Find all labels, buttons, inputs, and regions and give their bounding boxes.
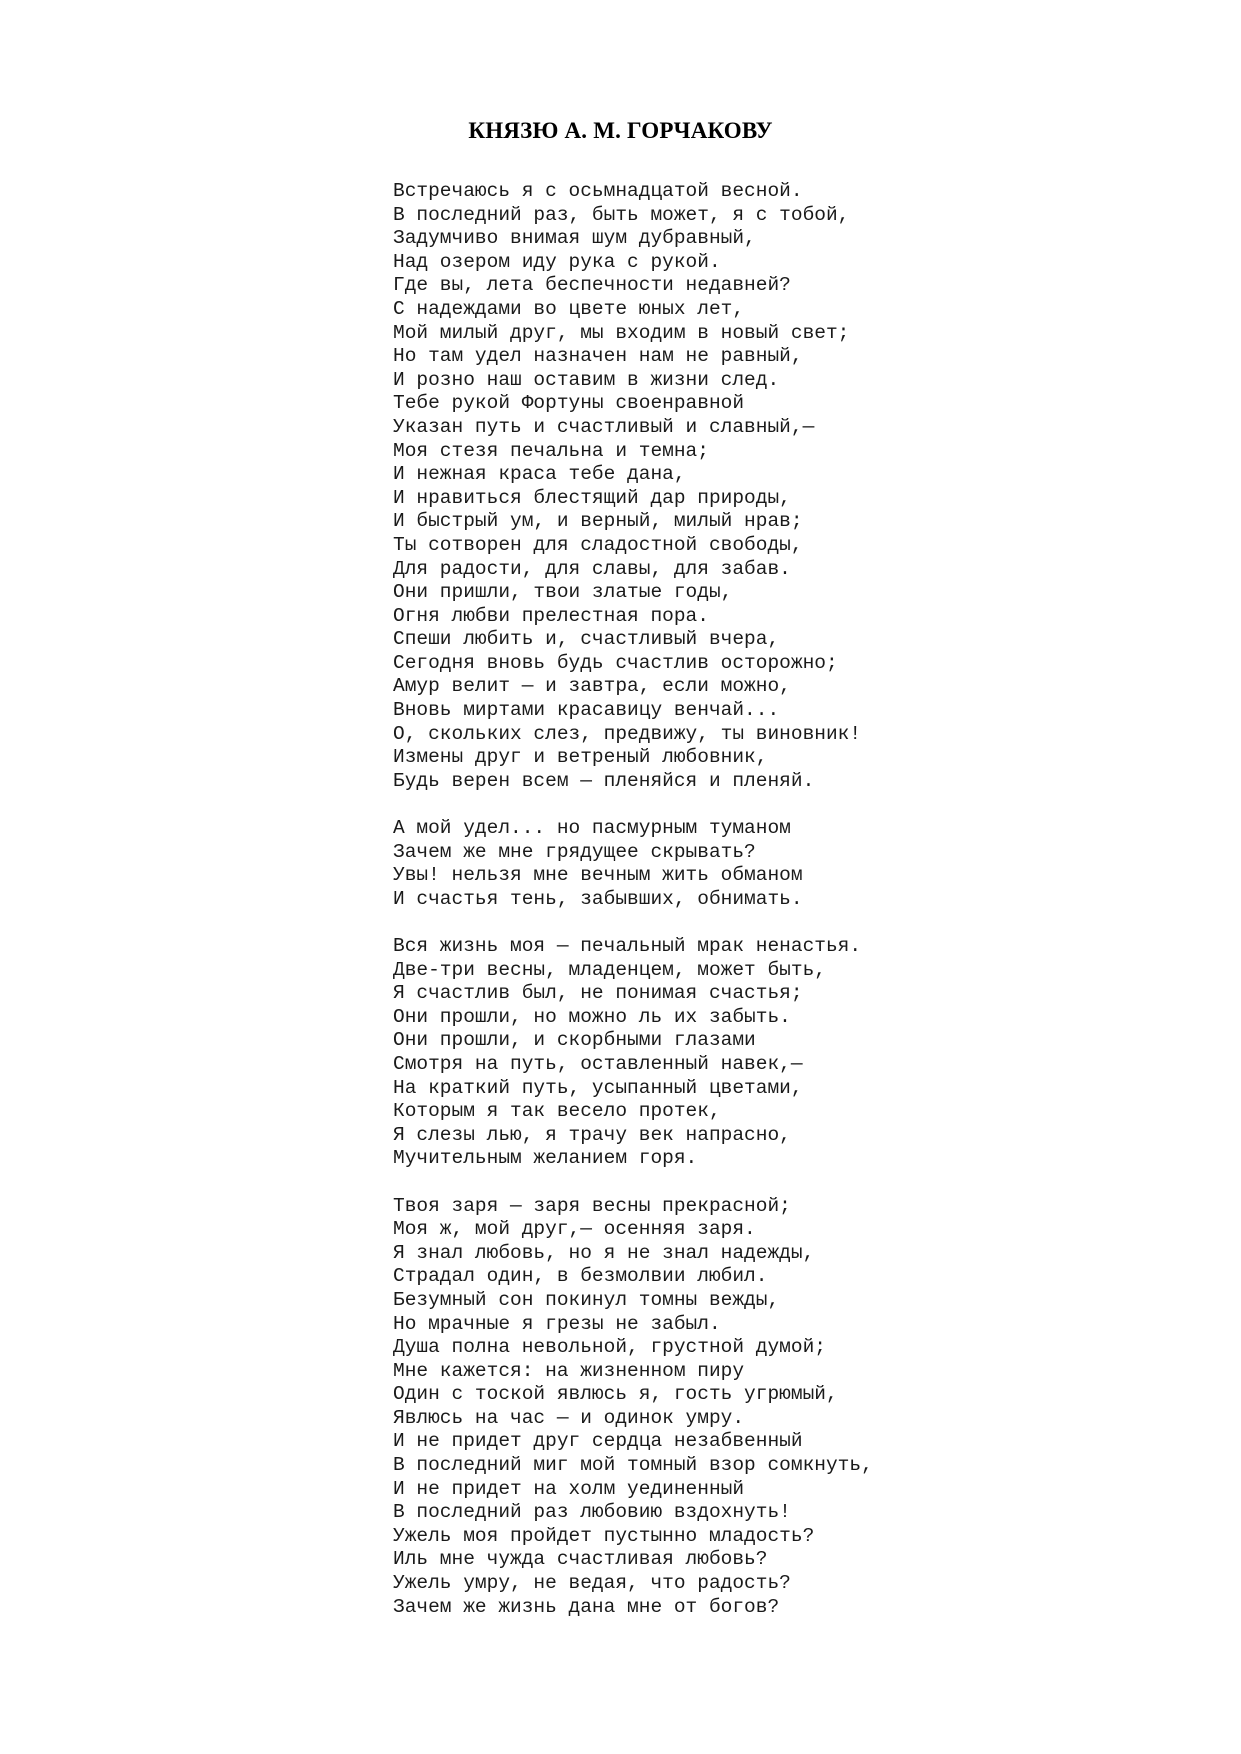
poem-line: Ужель умру, не ведая, что радость? — [393, 1572, 791, 1595]
poem-line: Спеши любить и, счастливый вчера, — [393, 628, 780, 651]
poem-line: Указан путь и счастливый и славный,— — [393, 415, 815, 438]
poem-line: Страдал один, в безмолвии любил. — [393, 1265, 768, 1288]
poem-line: Огня любви прелестная пора. — [393, 604, 709, 627]
poem-line: Над озером иду рука с рукой. — [393, 250, 721, 273]
poem-line: В последний миг мой томный взор сомкнуть, — [393, 1454, 873, 1477]
poem-line: О, скольких слез, предвижу, ты виновник! — [393, 722, 862, 745]
poem-line: Один с тоской явлюсь я, гость угрюмый, — [393, 1383, 838, 1406]
poem-line: Две-три весны, младенцем, может быть, — [393, 958, 826, 981]
poem-stanza — [393, 935, 1213, 1171]
poem-stanza — [393, 180, 1213, 793]
poem-line: Амур велит — и завтра, если можно, — [393, 675, 791, 698]
poem-line: Которым я так весело протек, — [393, 1100, 721, 1123]
poem-line: Они прошли, но можно ль их забыть. — [393, 1005, 791, 1028]
poem-line: Ты сотворен для сладостной свободы, — [393, 533, 803, 556]
poem-line: Смотря на путь, оставленный навек,— — [393, 1052, 803, 1075]
poem-line: Зачем же жизнь дана мне от богов? — [393, 1595, 780, 1618]
poem-line: Мне кажется: на жизненном пиру — [393, 1359, 745, 1382]
poem-title: КНЯЗЮ А. М. ГОРЧАКОВУ — [468, 118, 773, 143]
poem-line: В последний раз любовию вздохнуть! — [393, 1501, 791, 1524]
poem-line: Увы! нельзя мне вечным жить обманом — [393, 864, 803, 887]
poem-line: Мучительным желанием горя. — [393, 1147, 698, 1170]
poem-line: Встречаюсь я с осьмнадцатой весной. — [393, 180, 803, 202]
poem-line: Зачем же мне грядущее скрывать? — [393, 840, 756, 863]
poem-line: Но там удел назначен нам не равный, — [393, 345, 803, 368]
poem-line: И счастья тень, забывших, обнимать. — [393, 887, 803, 910]
poem-line: Иль мне чужда счастливая любовь? — [393, 1548, 768, 1571]
poem-line: И нежная краса тебе дана, — [393, 463, 686, 486]
poem-line: Ужель моя пройдет пустынно младость? — [393, 1524, 815, 1547]
poem-line: Мой милый друг, мы входим в новый свет; — [393, 321, 850, 344]
poem-line: Измены друг и ветреный любовник, — [393, 746, 768, 769]
poem-line: Безумный сон покинул томны вежды, — [393, 1288, 780, 1311]
poem-line: С надеждами во цвете юных лет, — [393, 297, 745, 320]
poem-line: Моя ж, мой друг,— осенняя заря. — [393, 1218, 756, 1241]
poem-line: И не придет друг сердца незабвенный — [393, 1430, 803, 1453]
poem-line: И быстрый ум, и верный, милый нрав; — [393, 510, 803, 533]
poem-line: Моя стезя печальна и темна; — [393, 439, 709, 462]
poem-line: Задумчиво внимая шум дубравный, — [393, 227, 756, 250]
poem-line: Они прошли, и скорбными глазами — [393, 1029, 756, 1052]
poem-line: Твоя заря — заря весны прекрасной; — [393, 1194, 791, 1217]
poem-line: Тебе рукой Фортуны своенравной — [393, 392, 745, 415]
poem-line: Будь верен всем — пленяйся и пленяй. — [393, 769, 815, 792]
poem-line: Я слезы лью, я трачу век напрасно, — [393, 1123, 791, 1146]
poem-line: Но мрачные я грезы не забыл. — [393, 1312, 721, 1335]
poem-line: На краткий путь, усыпанный цветами, — [393, 1076, 803, 1099]
poem-body — [393, 180, 1213, 1619]
poem-line: Сегодня вновь будь счастлив осторожно; — [393, 651, 838, 674]
poem-line: И не придет на холм уединенный — [393, 1477, 745, 1500]
poem-line: И розно наш оставим в жизни след. — [393, 368, 780, 391]
poem-line: И нравиться блестящий дар природы, — [393, 486, 791, 509]
poem-line: Душа полна невольной, грустной думой; — [393, 1336, 826, 1359]
poem-line: Для радости, для славы, для забав. — [393, 557, 791, 580]
poem-line: В последний раз, быть может, я с тобой, — [393, 203, 850, 226]
poem-stanza — [393, 817, 1213, 911]
poem-line: Явлюсь на час — и одинок умру. — [393, 1406, 745, 1429]
poem-line: Я счастлив был, не понимая счастья; — [393, 982, 803, 1005]
poem-line: Они пришли, твои златые годы, — [393, 581, 733, 604]
poem-line: Я знал любовь, но я не знал надежды, — [393, 1241, 815, 1264]
poem-line: Вся жизнь моя — печальный мрак ненастья. — [393, 935, 862, 957]
poem-line: Вновь миртами красавицу венчай... — [393, 699, 780, 722]
poem-stanza — [393, 1195, 1213, 1620]
poem-line: Где вы, лета беспечности недавней? — [393, 274, 791, 297]
poem-line: А мой удел... но пасмурным туманом — [393, 817, 791, 840]
